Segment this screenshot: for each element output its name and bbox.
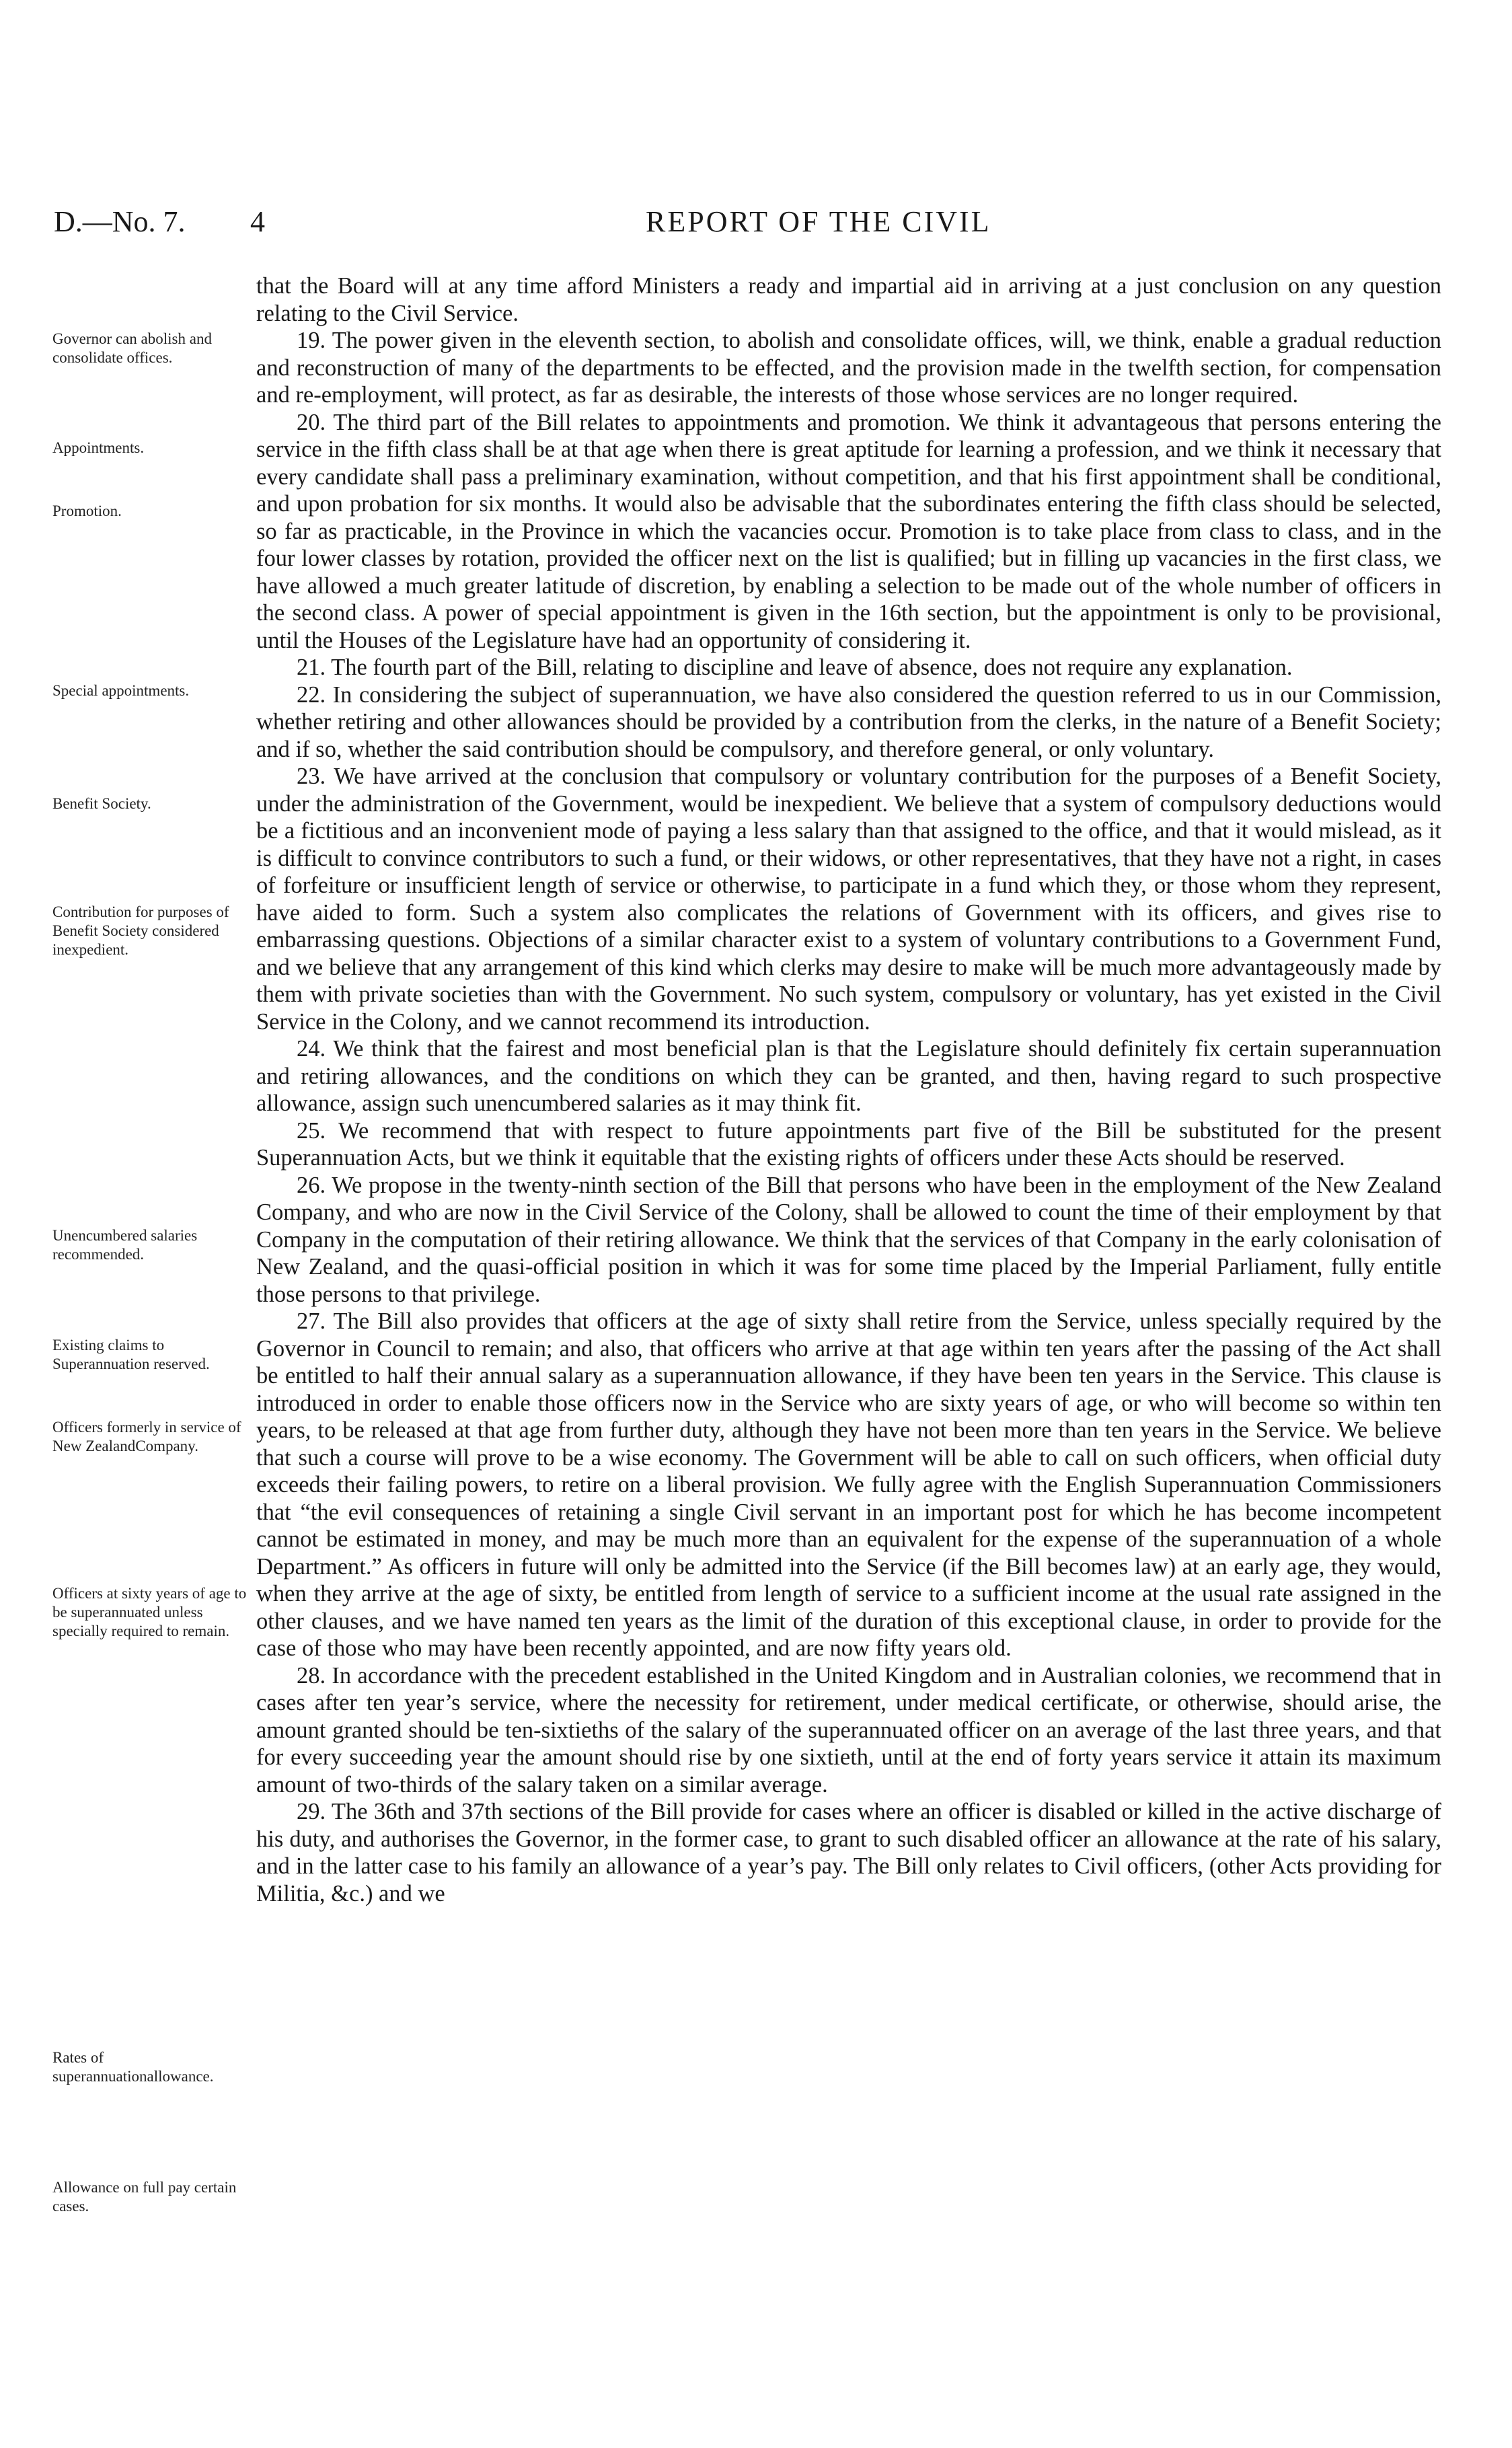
margin-note: Contribution for purposes of Benefit Society considered inexpedient. [52, 903, 229, 958]
document-reference: D.—No. 7. [54, 205, 186, 238]
margin-note: Promotion. [52, 503, 122, 519]
margin-note: Unencumbered salaries recommended. [52, 1227, 198, 1263]
page-header [54, 202, 1439, 242]
paragraph: 22. In considering the subject of superannuation, we have also considered the question referred to us in our Commission, whether retiring and other allowances should be provided by a contribution from the clerks, in the nature of a Benefit Society; and if so, whether the said contribution should be compulsory, and therefore general, or only voluntary. [256, 681, 1441, 762]
paragraph: 25. We recommend that with respect to future appointments part five of the Bill be substituted for the present Superannuation Acts, but we think it equitable that the existing rights of officers under these Acts should be reserved. [256, 1117, 1441, 1171]
paragraph: 20. The third part of the Bill relates to appointments and promotion. We think it advantageous that persons entering the service in the fifth class shall be at that age when there is great aptitude for learning a profession, and we think it necessary that every candidate shall pass a preliminary examination, without competition, and that his first appointment shall be conditional, and upon probation for six months. It would also be advisable that the subordinates entering the fifth class should be selected, so far as practicable, in the Province in which the vacancies occur. Promotion is to take place from class to class, and in the four lower classes by rotation, provided the officer next on the list is qualified; but in filling up vacancies in the first class, we have allowed a much greater latitude of discretion, by enabling a selection to be made out of the whole number of officers in the second class. A power of special appointment is given in the 16th section, but the appointment is only to be provisional, until the Houses of the Legislature have had an opportunity of considering it. [256, 409, 1441, 653]
report-body [256, 272, 1441, 1907]
margin-note: Special appointments. [52, 682, 190, 699]
paragraph: 27. The Bill also provides that officers at the age of sixty shall retire from the Service, unless specially required by the Governor in Council to remain; and also, that officers who arrive at that age within ten years after the passing of the Act shall be entitled to half their annual salary as a superannuation allowance, if they have been ten years in the Service. This clause is introduced in order to enable those officers now in the Service who are sixty years of age, or who will become so within ten years, to be released at that age from further duty, although they have not been more than ten years in the Service. We believe that such a course will prove to be a wise economy. The Government will be able to call on such officers, when official duty exceeds their failing powers, to retire on a liberal provision. We fully agree with the English Superannuation Commissioners that “the evil consequences of retaining a single Civil servant in an important post for which he has become incompetent cannot be estimated in money, and may be much more than an equivalent for the expense of the superannuation of a whole Department.” As officers in future will only be admitted into the Service (if the Bill becomes law) at an early age, they would, when they arrive at the age of sixty, be entitled from length of service to a sufficient income at the usual rate assigned in the other clauses, and we have named ten years as the limit of the duration of this exceptional clause, in order to provide for the case of those who may have been recently appointed, and are now fifty years old. [256, 1308, 1441, 1661]
paragraph: 21. The fourth part of the Bill, relating to discipline and leave of absence, does not require any explanation. [297, 655, 1293, 680]
paragraph: 24. We think that the fairest and most beneficial plan is that the Legislature should definitely fix certain superannuation and retiring allowances, and the conditions on which they can be granted, and then, having regard to such prospective allowance, assign such unencumbered salaries as it may think fit. [256, 1036, 1441, 1116]
margin-note: Governor can abolish and consolidate offices. [52, 330, 212, 366]
margin-note: Officers formerly in service of New ZealandCompany. [52, 1419, 241, 1454]
margin-note: Appointments. [52, 439, 145, 456]
paragraph: that the Board will at any time afford Ministers a ready and impartial aid in arriving at a just conclusion on any question relating to the Civil Service. [256, 273, 1441, 326]
paragraph: 28. In accordance with the precedent established in the United Kingdom and in Australian colonies, we recommend that in cases after ten year’s service, where the necessity for retirement, under medical certificate, or otherwise, should arise, the amount granted should be ten-sixtieths of the salary of the superannuated officer on an average of the last three years, and that for every succeeding year the amount should rise by one sixtieth, until at the end of forty years service it attain its maximum amount of two-thirds of the salary taken on a similar average. [256, 1662, 1441, 1797]
paragraph: 29. The 36th and 37th sections of the Bill provide for cases where an officer is disabled or killed in the active discharge of his duty, and authorises the Governor, in the former case, to grant to such disabled officer an allowance at the rate of his salary, and in the latter case to his family an allowance of a year’s pay. The Bill only relates to Civil officers, (other Acts providing for Militia, &c.) and we [256, 1799, 1441, 1906]
page-number: 4 [250, 205, 265, 238]
margin-note: Officers at sixty years of age to be superannuated unless specially required to remain. [52, 1585, 247, 1639]
margin-note: Existing claims to Superannuation reserved. [52, 1337, 210, 1372]
margin-note: Allowance on full pay certain cases. [52, 2179, 237, 2215]
paragraph: 19. The power given in the eleventh section, to abolish and consolidate offices, will, we think, enable a gradual reduction and reconstruction of many of the departments to be effected, and the provision made in the twelfth section, for compensation and re-employment, will protect, as far as desirable, the interests of those whose services are no longer required. [256, 328, 1441, 408]
paragraph: 23. We have arrived at the conclusion that compulsory or voluntary contribution for the purposes of a Benefit Society, under the administration of the Government, would be inexpedient. We believe that a system of compulsory deductions would be a fictitious and an inconvenient mode of paying a less salary than that assigned to the office, and that it would mislead, as it is difficult to convince contributors to such a fund, or their widows, or other representatives, that they have not a right, in cases of forfeiture or insufficient length of service or otherwise, to participate in a fund which they, or those whom they represent, have aided to form. Such a system also complicates the relations of Government with its officers, and gives rise to embarrassing questions. Objections of a similar character exist to a system of voluntary contributions to a Government Fund, and we believe that any arrangement of this kind which clerks may desire to make will be much more advantageously made by them with private societies than with the Government. No such system, compulsory or voluntary, has yet existed in the Civil Service in the Colony, and we cannot recommend its introduction. [256, 764, 1441, 1035]
margin-note: Rates of superannuationallowance. [52, 2049, 214, 2085]
running-title: REPORT OF THE CIVIL [646, 205, 991, 238]
paragraph: 26. We propose in the twenty-ninth section of the Bill that persons who have been in the employment of the New Zealand Company, and who are now in the Civil Service of the Colony, shall be allowed to count the time of their employment by that Company in the computation of their retiring allowance. We think that the services of that Company in the early colonisation of New Zealand, and the quasi-official position in which it was for some time placed by the Imperial Parliament, fully entitle those persons to that privilege. [256, 1172, 1441, 1307]
margin-note: Benefit Society. [52, 795, 151, 812]
